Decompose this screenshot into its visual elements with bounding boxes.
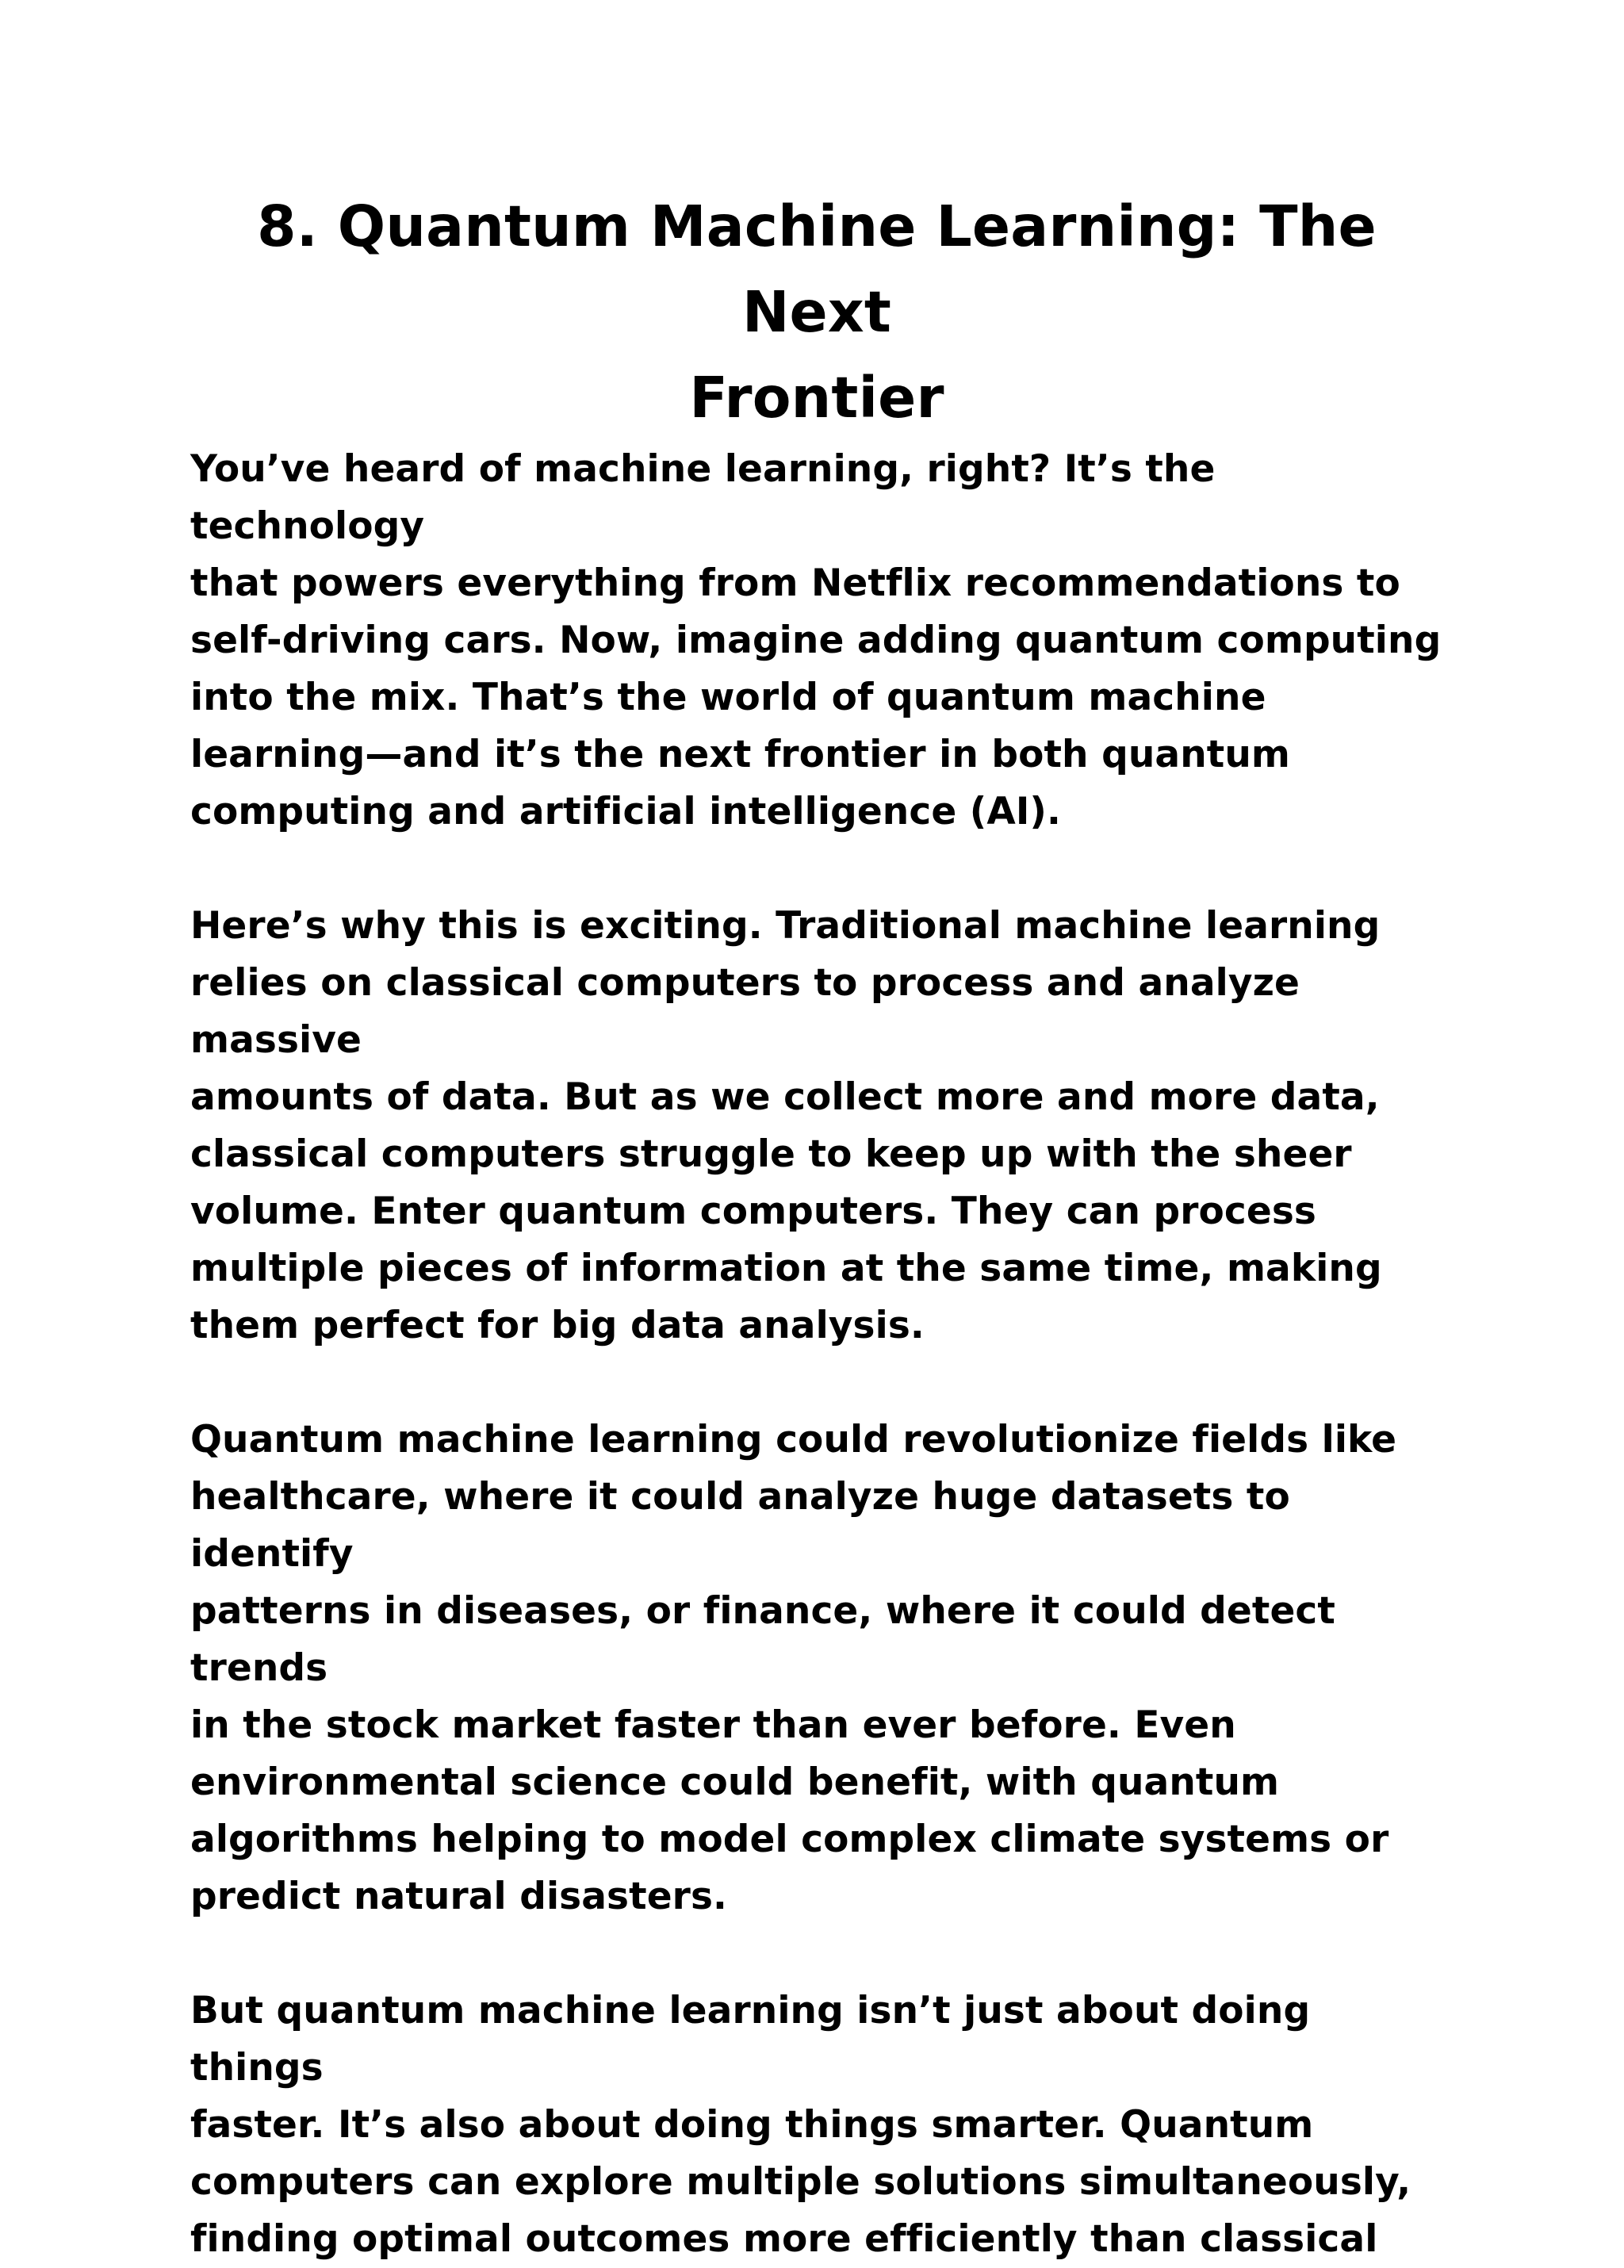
- paragraph-spacer: [190, 841, 1443, 898]
- paragraph-spacer: [190, 1354, 1443, 1412]
- page-title: 8. Quantum Machine Learning: The Next Frontier: [257, 193, 1377, 431]
- paragraph-smarter: But quantum machine learning isn’t just about doing things faster. It’s also about doing things smarter. Quantum computers can explore multiple solutions simultaneously, finding optimal outcomes more efficiently than classical: [190, 1989, 1411, 2261]
- paragraph-why-exciting: Here’s why this is exciting. Traditional machine learning relies on classical computers to process and analyze massive amounts of data. But as we collect more and more data, classical computers struggle to keep up with the sheer volume. Enter quantum computers. They can process multiple pieces of information at the same time, making them perfect for big data analysis.: [190, 904, 1382, 1347]
- paragraph-spacer: [190, 1925, 1443, 1983]
- document-content: [190, 184, 1443, 2268]
- paragraph-applications: Quantum machine learning could revolutionize fields like healthcare, where it could analyze huge datasets to identify patterns in diseases, or finance, where it could detect trends in the stock market faster than ever before. Even environmental science could benefit, with quantum algorithms helping to model complex climate systems or predict natural disasters.: [190, 1418, 1397, 1918]
- paragraph-intro: You’ve heard of machine learning, right? It’s the technology that powers everything from Netflix recommendations to self-driving cars. Now, imagine adding quantum computing into the mix. That’s the world of quantum machine learning—and it’s the next frontier in both quantum computing and artificial intelligence (AI).: [190, 447, 1442, 833]
